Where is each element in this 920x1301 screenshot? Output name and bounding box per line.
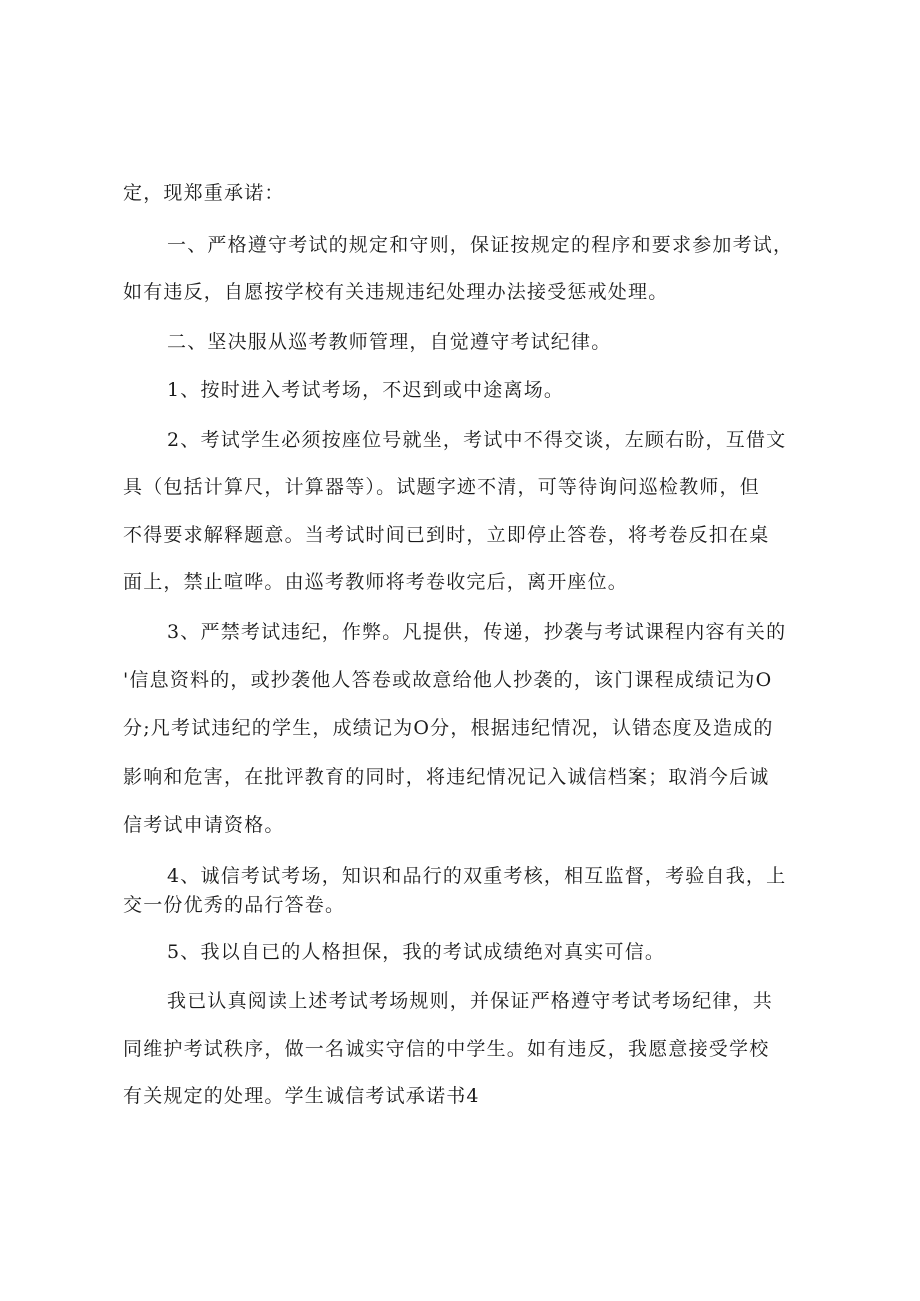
text-line: 1、按时进入考试考场，不迟到或中途离场。	[167, 379, 565, 401]
text-line: 我已认真阅读上述考试考场规则，并保证严格遵守考试考场纪律，共	[167, 990, 774, 1012]
text-line: 同维护考试秩序，做一名诚实守信的中学生。如有违反，我愿意接受学校	[123, 1038, 770, 1060]
text-line: 一、严格遵守考试的规定和守则，保证按规定的程序和要求参加考试，	[167, 234, 794, 256]
text-line: 信考试申请资格。	[123, 814, 285, 836]
text-line: 不得要求解释题意。当考试时间已到时，立即停止答卷，将考卷反扣在桌	[123, 524, 770, 546]
text-line: 影响和危害，在批评教育的同时，将违纪情况记入诚信档案；取消今后诚	[123, 766, 770, 788]
text-line: 定，现郑重承诺：	[123, 182, 285, 204]
text-line: 4、诚信考试考场，知识和品行的双重考核，相互监督，考验自我，上	[167, 865, 787, 887]
text-line: 如有违反，自愿按学校有关违规违纪处理办法接受惩戒处理。	[123, 281, 669, 303]
text-line: 具（包括计算尺，计算器等）。试题字迹不清，可等待询问巡检教师，但	[123, 476, 760, 498]
text-line: 分;凡考试违纪的学生，成绩记为O分，根据违纪情况，认错态度及造成的	[123, 717, 774, 739]
text-line: 3、严禁考试违纪，作弊。凡提供，传递，抄袭与考试课程内容有关的	[167, 621, 787, 643]
text-line: 交一份优秀的品行答卷。	[123, 894, 346, 916]
text-line: 二、坚决服从巡考教师管理，自觉遵守考试纪律。	[167, 331, 612, 353]
text-line: '信息资料的，或抄袭他人答卷或故意给他人抄袭的，该门课程成绩记为O	[123, 669, 773, 691]
text-line: 2、考试学生必须按座位号就坐，考试中不得交谈，左顾右盼，互借文	[167, 429, 787, 451]
text-line: 5、我以自已的人格担保，我的考试成绩绝对真实可信。	[167, 941, 666, 963]
text-line: 面上，禁止喧哗。由巡考教师将考卷收完后，离开座位。	[123, 571, 629, 593]
text-line: 有关规定的处理。学生诚信考试承诺书4	[123, 1085, 480, 1107]
